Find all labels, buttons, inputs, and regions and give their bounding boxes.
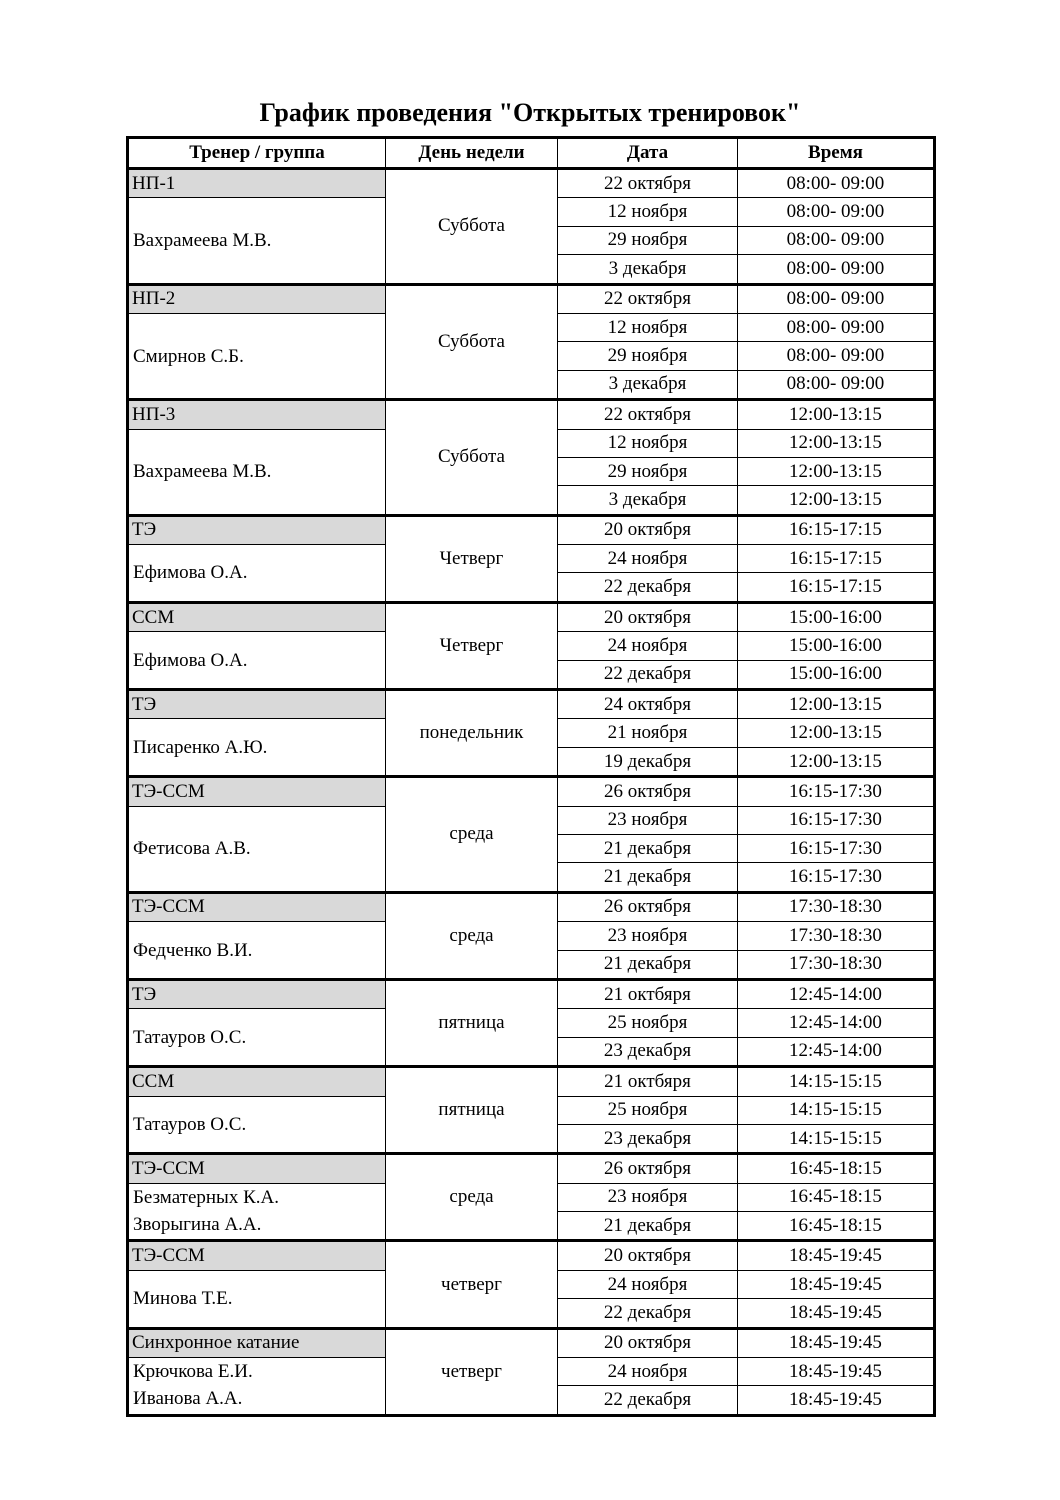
coach-cell [128, 632, 386, 690]
coach-name: Фетисова А.В. [133, 838, 251, 860]
header-date: Дата [558, 138, 738, 169]
time-cell: 16:15-17:30 [738, 806, 935, 834]
time-cell: 18:45-19:45 [738, 1299, 935, 1328]
date-cell: 3 декабря [558, 486, 738, 515]
coach-cell [128, 313, 386, 399]
date-cell: 21 декабря [558, 950, 738, 979]
date-cell: 22 октября [558, 169, 738, 198]
coach-name: Смирнов С.Б. [133, 345, 244, 367]
coach-cell [128, 198, 386, 284]
table-row [128, 169, 935, 198]
date-cell: 12 ноября [558, 313, 738, 341]
time-cell: 15:00-16:00 [738, 632, 935, 660]
time-cell: 14:15-15:15 [738, 1067, 935, 1096]
date-cell: 22 декабря [558, 1386, 738, 1415]
time-cell: 16:45-18:15 [738, 1154, 935, 1183]
header-time: Время [738, 138, 935, 169]
table-row [128, 979, 935, 1008]
date-cell: 24 ноября [558, 1270, 738, 1298]
schedule-table [126, 136, 936, 1417]
time-cell: 18:45-19:45 [738, 1270, 935, 1298]
date-cell: 21 октбяря [558, 979, 738, 1008]
time-cell: 08:00- 09:00 [738, 284, 935, 313]
schedule-body [128, 169, 935, 1416]
time-cell: 12:00-13:15 [738, 690, 935, 719]
date-cell: 24 ноября [558, 632, 738, 660]
group-label: ТЭ-ССМ [128, 1154, 386, 1183]
date-cell: 29 ноября [558, 457, 738, 485]
coach-cell [128, 545, 386, 603]
coach-cell [128, 1270, 386, 1328]
coach-cell [128, 922, 386, 980]
coach-name: Татауров О.С. [133, 1113, 247, 1135]
coach-cell [128, 429, 386, 515]
date-cell: 21 декабря [558, 1212, 738, 1241]
time-cell: 16:45-18:15 [738, 1212, 935, 1241]
group-label: НП-3 [128, 400, 386, 429]
coach-cell [128, 1183, 386, 1241]
time-cell: 18:45-19:45 [738, 1241, 935, 1270]
time-cell: 16:15-17:15 [738, 573, 935, 602]
weekday-cell: Четверг [386, 602, 558, 689]
time-cell: 16:15-17:30 [738, 777, 935, 806]
coach-name: Ефимова О.А. [133, 649, 248, 671]
date-cell: 22 октября [558, 400, 738, 429]
date-cell: 20 октября [558, 1328, 738, 1357]
time-cell: 08:00- 09:00 [738, 370, 935, 399]
date-cell: 26 октября [558, 892, 738, 921]
group-label: ТЭ [128, 690, 386, 719]
time-cell: 08:00- 09:00 [738, 313, 935, 341]
time-cell: 16:15-17:30 [738, 834, 935, 862]
group-label: ТЭ-ССМ [128, 892, 386, 921]
header-row [128, 138, 935, 169]
date-cell: 12 ноября [558, 429, 738, 457]
date-cell: 22 декабря [558, 573, 738, 602]
time-cell: 12:45-14:00 [738, 1037, 935, 1066]
time-cell: 16:15-17:30 [738, 863, 935, 892]
group-label: ССМ [128, 1067, 386, 1096]
table-row [128, 1241, 935, 1270]
coach-name: Писаренко А.Ю. [133, 736, 268, 758]
group-label: ТЭ [128, 515, 386, 544]
coach-name: Зворыгина А.А. [133, 1213, 262, 1235]
table-row [128, 1328, 935, 1357]
group-label: НП-1 [128, 169, 386, 198]
date-cell: 25 ноября [558, 1009, 738, 1037]
time-cell: 12:00-13:15 [738, 429, 935, 457]
group-label: НП-2 [128, 284, 386, 313]
time-cell: 14:15-15:15 [738, 1124, 935, 1153]
table-row [128, 690, 935, 719]
coach-name: Крючкова Е.И. [133, 1361, 253, 1383]
date-cell: 12 ноября [558, 198, 738, 226]
time-cell: 08:00- 09:00 [738, 342, 935, 370]
group-label: ТЭ-ССМ [128, 777, 386, 806]
coach-name: Вахрамеева М.В. [133, 461, 272, 483]
date-cell: 22 декабря [558, 660, 738, 689]
table-row [128, 602, 935, 631]
time-cell: 16:15-17:15 [738, 545, 935, 573]
table-row [128, 1154, 935, 1183]
time-cell: 08:00- 09:00 [738, 226, 935, 254]
weekday-cell: Суббота [386, 400, 558, 516]
table-row [128, 1067, 935, 1096]
header-coach-group: Тренер / группа [128, 138, 386, 169]
time-cell: 12:00-13:15 [738, 400, 935, 429]
table-row [128, 892, 935, 921]
date-cell: 19 декабря [558, 747, 738, 776]
weekday-cell: среда [386, 1154, 558, 1241]
group-label: ТЭ-ССМ [128, 1241, 386, 1270]
time-cell: 12:00-13:15 [738, 719, 935, 747]
date-cell: 22 декабря [558, 1299, 738, 1328]
weekday-cell: понедельник [386, 690, 558, 777]
time-cell: 16:15-17:15 [738, 515, 935, 544]
page-title: График проведения "Открытых тренировок" [259, 98, 801, 127]
weekday-cell: Суббота [386, 284, 558, 400]
weekday-cell: среда [386, 892, 558, 979]
date-cell: 29 ноября [558, 342, 738, 370]
date-cell: 22 октября [558, 284, 738, 313]
weekday-cell: пятница [386, 979, 558, 1066]
time-cell: 18:45-19:45 [738, 1386, 935, 1415]
coach-name: Федченко В.И. [133, 939, 253, 961]
weekday-cell: четверг [386, 1241, 558, 1328]
weekday-cell: четверг [386, 1328, 558, 1415]
date-cell: 25 ноября [558, 1096, 738, 1124]
date-cell: 3 декабря [558, 370, 738, 399]
coach-name: Безматерных К.А. [133, 1186, 279, 1208]
time-cell: 15:00-16:00 [738, 660, 935, 689]
table-row [128, 515, 935, 544]
table-row [128, 284, 935, 313]
time-cell: 17:30-18:30 [738, 892, 935, 921]
time-cell: 08:00- 09:00 [738, 169, 935, 198]
coach-cell [128, 1358, 386, 1416]
coach-name: Вахрамеева М.В. [133, 229, 272, 251]
date-cell: 21 ноября [558, 719, 738, 747]
date-cell: 26 октября [558, 777, 738, 806]
coach-cell [128, 1096, 386, 1154]
coach-cell [128, 806, 386, 892]
time-cell: 14:15-15:15 [738, 1096, 935, 1124]
time-cell: 18:45-19:45 [738, 1328, 935, 1357]
date-cell: 24 ноября [558, 545, 738, 573]
time-cell: 08:00- 09:00 [738, 198, 935, 226]
date-cell: 24 ноября [558, 1358, 738, 1386]
time-cell: 18:45-19:45 [738, 1358, 935, 1386]
weekday-cell: Четверг [386, 515, 558, 602]
date-cell: 24 октября [558, 690, 738, 719]
weekday-cell: среда [386, 777, 558, 893]
time-cell: 12:00-13:15 [738, 747, 935, 776]
coach-name: Минова Т.Е. [133, 1288, 233, 1310]
coach-cell [128, 1009, 386, 1067]
time-cell: 12:00-13:15 [738, 457, 935, 485]
date-cell: 23 ноября [558, 1183, 738, 1211]
time-cell: 17:30-18:30 [738, 950, 935, 979]
date-cell: 23 ноября [558, 806, 738, 834]
table-row [128, 400, 935, 429]
group-label: ССМ [128, 602, 386, 631]
date-cell: 23 декабря [558, 1124, 738, 1153]
date-cell: 21 октбяря [558, 1067, 738, 1096]
coach-name: Татауров О.С. [133, 1026, 247, 1048]
time-cell: 12:45-14:00 [738, 1009, 935, 1037]
coach-name: Иванова А.А. [133, 1388, 243, 1410]
group-label: ТЭ [128, 979, 386, 1008]
time-cell: 12:00-13:15 [738, 486, 935, 515]
table-row [128, 777, 935, 806]
coach-cell [128, 719, 386, 777]
time-cell: 15:00-16:00 [738, 602, 935, 631]
date-cell: 21 декабря [558, 834, 738, 862]
weekday-cell: пятница [386, 1067, 558, 1154]
time-cell: 16:45-18:15 [738, 1183, 935, 1211]
date-cell: 20 октября [558, 515, 738, 544]
weekday-cell: Суббота [386, 169, 558, 285]
date-cell: 20 октября [558, 602, 738, 631]
time-cell: 08:00- 09:00 [738, 255, 935, 284]
group-label: Синхронное катание [128, 1328, 386, 1357]
time-cell: 17:30-18:30 [738, 922, 935, 950]
header-day: День недели [386, 138, 558, 169]
date-cell: 26 октября [558, 1154, 738, 1183]
date-cell: 29 ноября [558, 226, 738, 254]
date-cell: 3 декабря [558, 255, 738, 284]
time-cell: 12:45-14:00 [738, 979, 935, 1008]
date-cell: 21 декабря [558, 863, 738, 892]
coach-name: Ефимова О.А. [133, 562, 248, 584]
date-cell: 23 декабря [558, 1037, 738, 1066]
date-cell: 20 октября [558, 1241, 738, 1270]
date-cell: 23 ноября [558, 922, 738, 950]
